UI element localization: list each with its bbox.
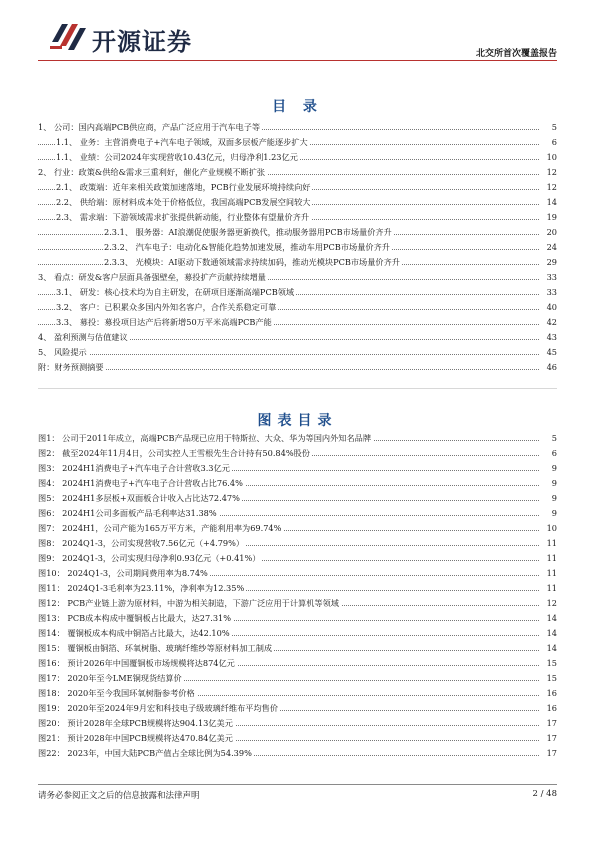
figure-entry-page: 11: [546, 553, 557, 563]
toc-divider: [38, 388, 557, 389]
figure-entry-label: 图19： 2020年至2024年9月宏和科技电子级玻璃纤维布平均售价: [38, 703, 279, 713]
footer-divider: [38, 784, 557, 785]
figure-entry[interactable]: [38, 612, 557, 624]
figure-entry-page: 9: [551, 478, 557, 488]
figure-entry-page: 9: [551, 508, 557, 518]
figure-entry-label: 图22： 2023年，中国大陆PCB产值占全球比例为54.39%: [38, 748, 252, 758]
toc-entry-label: 2.3.3、 光模块：AI驱动下数通领域需求持续加码，推动光模块PCB市场量价齐升: [104, 257, 400, 267]
toc-entry-page: 33: [546, 287, 557, 297]
toc-entry-page: 5: [551, 122, 557, 132]
toc-entry-label: 1.1、 业务：主营消费电子+汽车电子领域，双面多层板产能逐步扩大: [56, 137, 308, 147]
figure-entry-label: 图3： 2024H1消费电子+汽车电子合计营收3.3亿元: [38, 463, 230, 473]
dot-leader: [38, 354, 539, 355]
figure-entry-page: 11: [546, 568, 557, 578]
figure-entry-label: 图16： 预计2026年中国覆铜板市场规模将达874亿元: [38, 658, 235, 668]
toc-entry-page: 12: [546, 167, 557, 177]
figure-entry-page: 14: [546, 628, 557, 638]
figure-entry-label: 图20： 预计2028年全球PCB规模将达904.13亿美元: [38, 718, 233, 728]
figure-entry[interactable]: [38, 447, 557, 459]
figure-entry-page: 15: [546, 673, 557, 683]
toc-entry[interactable]: [38, 346, 557, 358]
figure-entry[interactable]: [38, 477, 557, 489]
toc-entry-label: 1.1、 业绩：公司2024年实现营收10.43亿元，归母净利1.23亿元: [56, 152, 298, 162]
figure-entry-label: 图6： 2024H1公司多面板产品毛利率达31.38%: [38, 508, 217, 518]
toc-entry-page: 12: [546, 182, 557, 192]
toc-entry-page: 43: [546, 332, 557, 342]
toc-entry-label: 2、 行业：政策&供给&需求三重利好，催化产业规模不断扩张: [38, 167, 266, 177]
figure-entry-label: 图8： 2024Q1-3，公司实现营收7.56亿元（+4.79%）: [38, 538, 245, 548]
figure-entry[interactable]: [38, 717, 557, 729]
figure-entry[interactable]: [38, 432, 557, 444]
page-header: [0, 0, 595, 62]
figure-entry-label: 图17： 2020年至今LME铜现货结算价: [38, 673, 182, 683]
figure-entry[interactable]: [38, 507, 557, 519]
figure-entry-page: 17: [546, 748, 557, 758]
figure-entry[interactable]: [38, 672, 557, 684]
toc-entry[interactable]: [38, 286, 557, 298]
toc-entry-label: 5、 风险提示: [38, 347, 87, 357]
figure-entry[interactable]: [38, 642, 557, 654]
figure-entry[interactable]: [38, 747, 557, 759]
figure-entry[interactable]: [38, 597, 557, 609]
figure-entry-page: 15: [546, 658, 557, 668]
dot-leader: [38, 369, 539, 370]
figure-entry-label: 图2： 截至2024年11月4日，公司实控人王雪根先生合计持有50.84%股份: [38, 448, 310, 458]
toc-entry-label: 3.2、 客户：已积累众多国内外知名客户，合作关系稳定可靠: [56, 302, 277, 312]
figure-entry[interactable]: [38, 627, 557, 639]
figure-entry-label: 图1： 公司于2011年成立，高端PCB产品现已应用于特斯拉、大众、华为等国内外知名品牌: [38, 433, 372, 443]
toc-title: 目 录: [272, 99, 323, 115]
toc-entry-label: 3、 看点：研发&客户层面具备强壁垒，募投扩产贡献持续增量: [38, 272, 266, 282]
toc-entry[interactable]: [38, 121, 557, 133]
toc-entry-label: 2.3.2、 汽车电子：电动化&智能化趋势加速发展，推动车用PCB市场量价齐升: [104, 242, 390, 252]
toc-entry[interactable]: [38, 301, 557, 313]
toc-entry-label: 2.3、 需求端：下游领域需求扩张提供新动能，行业整体有望量价齐升: [56, 212, 310, 222]
figure-entry-label: 图10： 2024Q1-3，公司期间费用率为8.74%: [38, 568, 208, 578]
toc-entry[interactable]: [38, 271, 557, 283]
figure-entry[interactable]: [38, 552, 557, 564]
figure-entry-page: 9: [551, 493, 557, 503]
header-divider: [38, 60, 557, 61]
figure-entry[interactable]: [38, 522, 557, 534]
toc-entry-label: 1、 公司：国内高端PCB供应商，产品广泛应用于汽车电子等: [38, 122, 261, 132]
figure-entry-page: 11: [546, 538, 557, 548]
toc-entry[interactable]: [38, 211, 557, 223]
toc-entry-page: 42: [546, 317, 557, 327]
toc-entry-label: 附：财务预测摘要: [38, 362, 104, 372]
figure-entry[interactable]: [38, 687, 557, 699]
toc-entry[interactable]: [38, 256, 557, 268]
figure-entry-label: 图18： 2020年至今我国环氧树脂参考价格: [38, 688, 195, 698]
figure-entry-label: 图13： PCB成本构成中覆铜板占比最大，达27.31%: [38, 613, 232, 623]
brand-logo: [48, 18, 218, 54]
figure-entry-page: 17: [546, 733, 557, 743]
figure-entry[interactable]: [38, 702, 557, 714]
figure-entry-page: 12: [546, 598, 557, 608]
report-type-label: 北交所首次覆盖报告: [475, 49, 557, 59]
figure-entry[interactable]: [38, 492, 557, 504]
toc-entry[interactable]: [38, 331, 557, 343]
figure-entry[interactable]: [38, 462, 557, 474]
figure-entry-label: 图5： 2024H1多层板+双面板合计收入占比达72.47%: [38, 493, 240, 503]
figure-entry-page: 5: [551, 433, 557, 443]
figure-entry-page: 16: [546, 688, 557, 698]
toc-entry[interactable]: [38, 316, 557, 328]
toc-entry-label: 4、 盈利预测与估值建议: [38, 332, 128, 342]
toc-entry[interactable]: [38, 151, 557, 163]
toc-entry-label: 2.1、 政策端：近年来相关政策加速落地，PCB行业发展环境持续向好: [56, 182, 311, 192]
figure-entry-label: 图12： PCB产业链上游为原材料，中游为相关制造，下游广泛应用于计算机等领域: [38, 598, 339, 608]
figure-entry-label: 图4： 2024H1消费电子+汽车电子合计营收占比76.4%: [38, 478, 243, 488]
toc-entry-page: 29: [546, 257, 557, 267]
figure-entry[interactable]: [38, 657, 557, 669]
toc-entry-label: 3.3、 募投：募投项目达产后将新增50万平米高端PCB产能: [56, 317, 272, 327]
figure-entry-label: 图14： 覆铜板成本构成中铜箔占比最大，达42.10%: [38, 628, 230, 638]
toc-entry-page: 46: [546, 362, 557, 372]
figure-entry-label: 图7： 2024H1，公司产能为165万平方米，产能利用率为69.74%: [38, 523, 282, 533]
figure-entry-label: 图21： 预计2028年中国PCB规模将达470.84亿美元: [38, 733, 233, 743]
figure-entry-page: 16: [546, 703, 557, 713]
toc-entry[interactable]: [38, 196, 557, 208]
figure-entry-label: 图15： 覆铜板由铜箔、环氧树脂、玻璃纤维纱等原材料加工制成: [38, 643, 273, 653]
toc-entry-page: 6: [551, 137, 557, 147]
toc-entry-label: 2.2、 供给端：原材料成本处于价格低位，我国高端PCB发展空间较大: [56, 197, 311, 207]
toc-entry-page: 20: [546, 227, 557, 237]
figures-title: 图表目录: [257, 413, 338, 429]
toc-entry-label: 2.3.1、 服务器：AI浪潮促使服务器更新换代，推动服务器用PCB市场量价齐升: [104, 227, 392, 237]
footer-disclaimer: 请务必参阅正文之后的信息披露和法律声明: [38, 791, 200, 801]
toc-entry[interactable]: [38, 241, 557, 253]
toc-entry[interactable]: [38, 181, 557, 193]
figure-entry[interactable]: [38, 537, 557, 549]
toc-entry-page: 40: [546, 302, 557, 312]
figure-entry-label: 图9： 2024Q1-3，公司实现归母净利0.93亿元（+0.41%）: [38, 553, 261, 563]
toc-entry[interactable]: [38, 226, 557, 238]
page-number: 2 / 48: [532, 789, 557, 799]
brand-logo-icon: [48, 18, 88, 54]
figure-entry-page: 11: [546, 583, 557, 593]
figure-entry[interactable]: [38, 582, 557, 594]
toc-entry-page: 45: [546, 347, 557, 357]
figure-entry-page: 17: [546, 718, 557, 728]
toc-entry[interactable]: [38, 136, 557, 148]
brand-name: 开源证券: [92, 28, 192, 56]
toc-entry-page: 24: [546, 242, 557, 252]
toc-entry-page: 33: [546, 272, 557, 282]
figure-entry[interactable]: [38, 732, 557, 744]
toc-entry-label: 3.1、 研发：核心技术均为自主研发，在研项目逐渐高端PCB领域: [56, 287, 295, 297]
toc-entry-page: 10: [546, 152, 557, 162]
toc-entry-page: 19: [546, 212, 557, 222]
figure-entry-page: 10: [546, 523, 557, 533]
figure-entry-page: 14: [546, 643, 557, 653]
toc-entry[interactable]: [38, 166, 557, 178]
figure-entry-label: 图11： 2024Q1-3毛利率为23.11%，净利率为12.35%: [38, 583, 245, 593]
figure-entry-page: 6: [551, 448, 557, 458]
toc-entry[interactable]: [38, 361, 557, 373]
figure-entry[interactable]: [38, 567, 557, 579]
figure-entry-page: 14: [546, 613, 557, 623]
toc-entry-page: 14: [546, 197, 557, 207]
figure-entry-page: 9: [551, 463, 557, 473]
